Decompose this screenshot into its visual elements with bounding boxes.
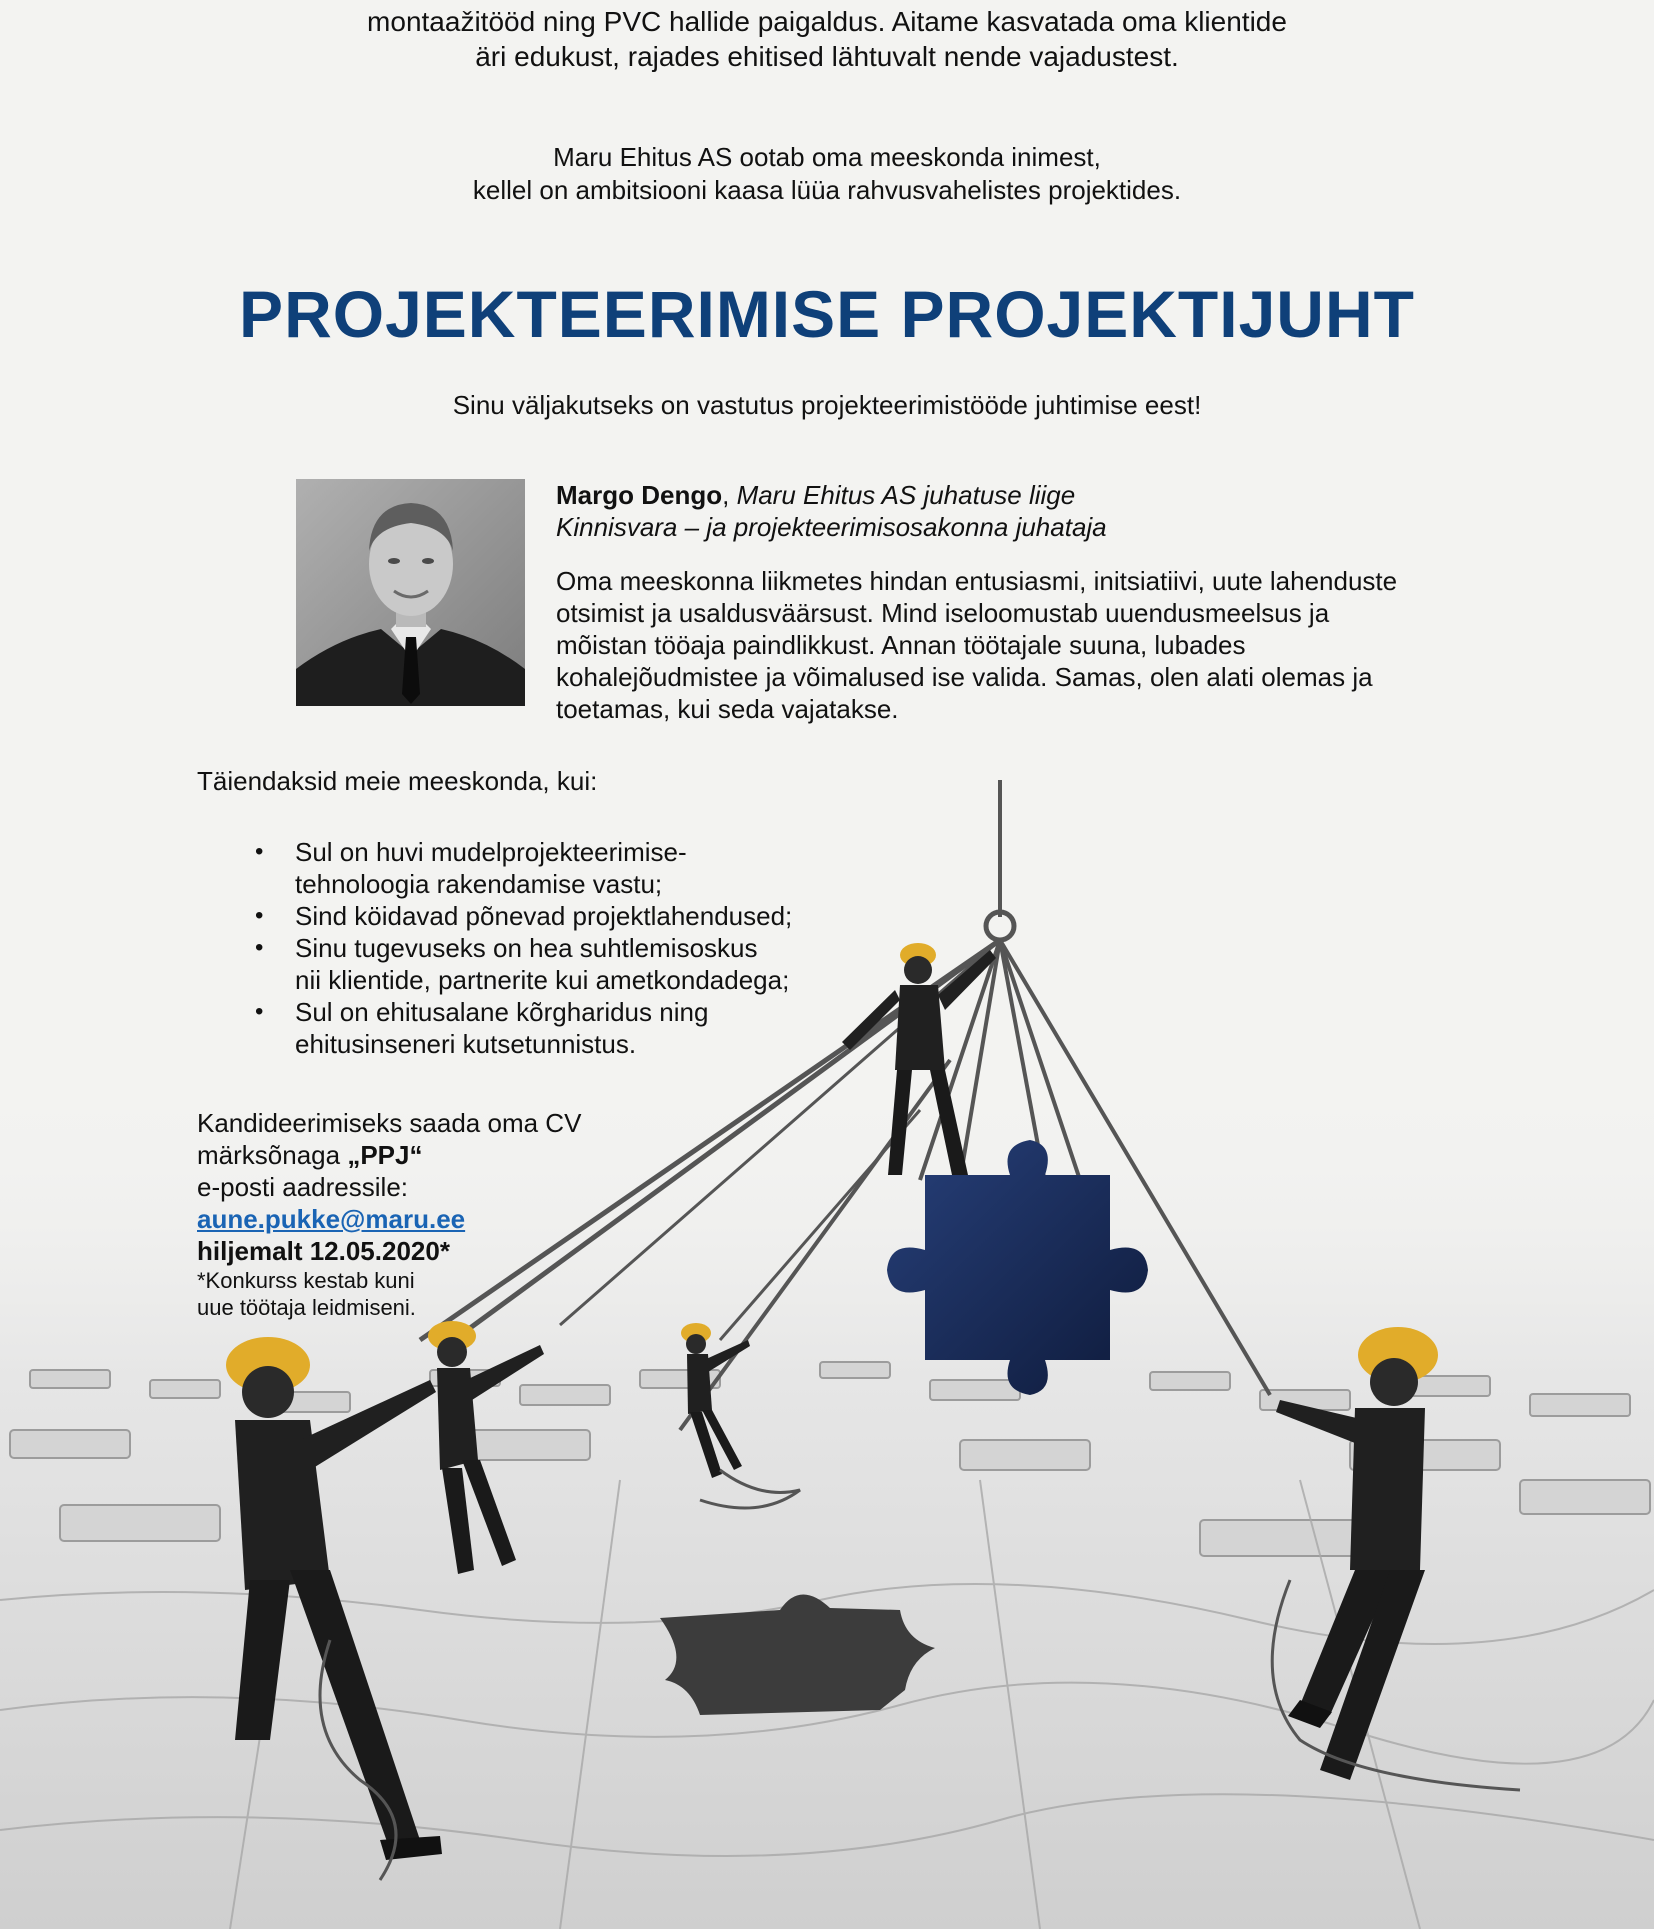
intro-line: montaažitööd ning PVC hallide paigaldus. Aitame kasvatada oma klientide [367,6,1287,37]
apply-line: Kandideerimiseks saada oma CV [197,1108,582,1138]
invite-line: Maru Ehitus AS ootab oma meeskonda inimest, [553,142,1101,172]
deadline-note [197,1267,677,1321]
portrait-photo [296,479,525,706]
invitation-text [0,141,1654,207]
deadline-text: hiljemalt 12.05.2020* [197,1236,450,1266]
requirements-list [255,836,875,1060]
person-name: Margo Dengo [556,480,723,510]
quote-line: mõistan tööaja paindlikkust. Annan töötajale suuna, lubades [556,630,1246,660]
requirement-item [255,836,875,900]
quote-line: otsimist ja usaldusväärsust. Mind iseloomustab uuendusmeelsus ja [556,598,1330,628]
requirement-line: tehnoloogia rakendamise vastu; [295,869,663,899]
requirement-item [255,932,875,996]
person-header [556,479,1476,543]
puzzle-piece [887,1140,1148,1395]
intro-line: äri edukust, rajades ehitised lähtuvalt nende vajadustest. [475,41,1179,72]
email-link[interactable]: aune.pukke@maru.ee [197,1204,466,1234]
invite-line: kellel on ambitsiooni kaasa lüüa rahvusvahelistes projektides. [472,175,1182,205]
name-separator: , [722,480,737,510]
person-department: Kinnisvara – ja projekteerimisosakonna juhataja [556,512,1107,542]
requirement-line: Sind köidavad põnevad projektlahendused; [295,901,793,931]
quote-line: kohalejõudmistee ja võimalused ise valida. Samas, olen alati olemas ja [556,662,1373,692]
person-block [556,479,1476,725]
requirement-line: Sul on ehitusalane kõrgharidus ning [295,997,709,1027]
apply-line: e-posti aadressile: [197,1172,408,1202]
requirement-line: Sinu tugevuseks on hea suhtlemisoskus [295,933,758,963]
application-info [197,1107,677,1321]
person-quote [556,565,1476,725]
company-intro [0,4,1654,74]
join-team-label: Täiendaksid meie meeskonda, kui: [197,766,598,796]
note-line: *Konkurss kestab kuni [197,1268,415,1293]
requirement-item [255,900,875,932]
apply-line: märksõnaga [197,1140,348,1170]
challenge-text: Sinu väljakutseks on vastutus projekteerimistööde juhtimise eest! [452,390,1202,420]
note-line: uue töötaja leidmiseni. [197,1295,416,1320]
application-keyword: „PPJ“ [347,1140,423,1170]
quote-line: Oma meeskonna liikmetes hindan entusiasmi, initsiatiivi, uute lahenduste [556,566,1398,596]
requirement-line: ehitusinseneri kutsetunnistus. [295,1029,637,1059]
job-title: PROJEKTEERIMISE PROJEKTIJUHT [239,277,1415,351]
requirement-item [255,996,875,1060]
requirement-line: Sul on huvi mudelprojekteerimise- [295,837,687,867]
requirement-line: nii klientide, partnerite kui ametkondadega; [295,965,790,995]
quote-line: toetamas, kui seda vajatakse. [556,694,899,724]
person-role: Maru Ehitus AS juhatuse liige [736,480,1076,510]
